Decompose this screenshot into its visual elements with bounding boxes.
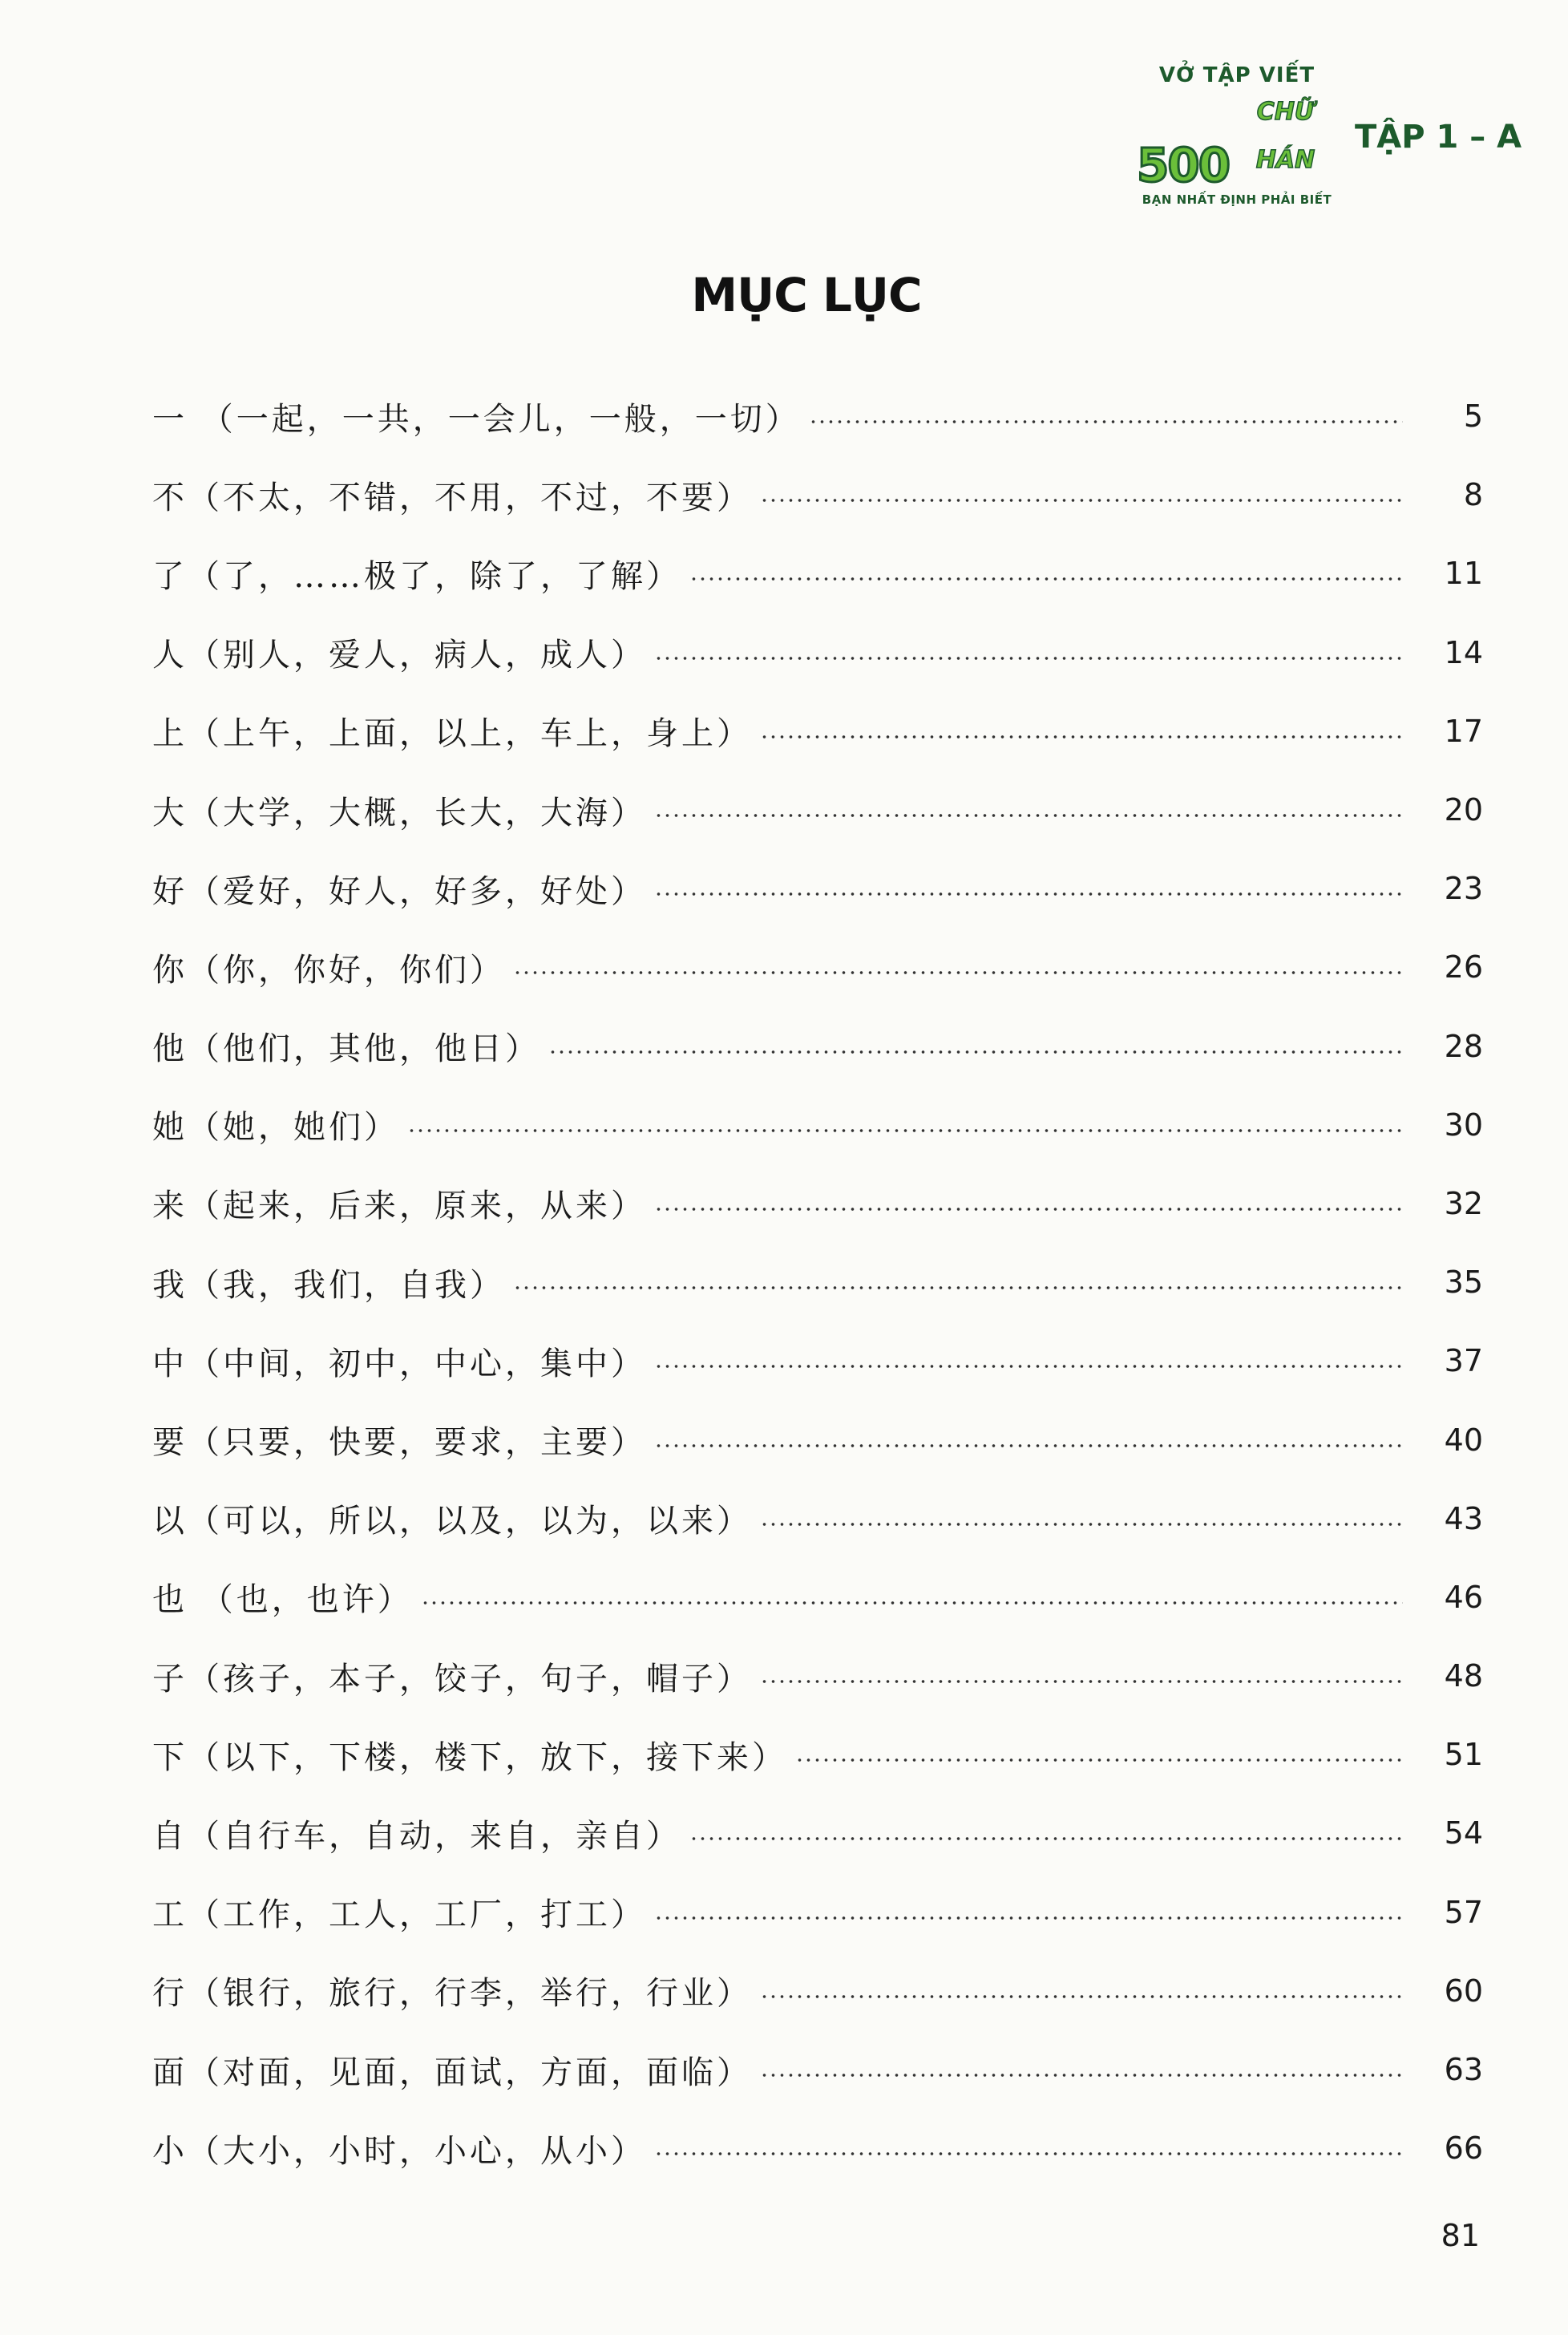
toc-page-number: 14	[1444, 634, 1483, 670]
toc-row	[152, 1637, 1483, 1715]
toc-entry-text: 上（上午，上面，以上，车上，身上）	[152, 715, 752, 753]
toc-row	[152, 849, 1483, 928]
toc-row	[152, 377, 1483, 455]
toc-page-number: 8	[1463, 477, 1483, 513]
dot-leader	[795, 1758, 1403, 1762]
toc-row	[152, 1479, 1483, 1558]
toc-row	[152, 613, 1483, 692]
toc-entry-text: 了（了，……极了，除了，了解）	[152, 557, 681, 595]
toc-entry-text: 大（大学，大概，长大，大海）	[152, 794, 646, 832]
toc-entry-text: 工（工作，工人，工厂，打工）	[152, 1896, 646, 1934]
dot-leader	[760, 1680, 1403, 1683]
toc-row	[152, 1952, 1483, 2030]
dot-leader	[689, 1837, 1403, 1840]
toc-row	[152, 692, 1483, 771]
dot-leader	[654, 1916, 1403, 1920]
dot-leader	[513, 1286, 1403, 1289]
logo-word: CHỮ HÁN	[1255, 98, 1315, 174]
toc-page-number: 20	[1444, 792, 1483, 828]
dot-leader	[760, 735, 1403, 739]
logo-top-text: VỞ TẬP VIẾT	[1158, 63, 1315, 87]
dot-leader	[654, 1444, 1403, 1447]
toc-row	[152, 1715, 1483, 1794]
dot-leader	[548, 1050, 1403, 1054]
toc-row	[152, 771, 1483, 849]
toc-row	[152, 1243, 1483, 1321]
dot-leader	[654, 814, 1403, 817]
toc-entry-text: 你（你，你好，你们）	[152, 951, 505, 989]
table-of-contents	[152, 377, 1483, 2187]
toc-page-number: 54	[1444, 1815, 1483, 1851]
dot-leader	[760, 2074, 1403, 2077]
toc-row	[152, 455, 1483, 534]
toc-entry-text: 小（大小，小时，小心，从小）	[152, 2132, 646, 2170]
toc-row	[152, 2030, 1483, 2109]
dot-leader	[654, 1208, 1403, 1211]
toc-entry-text: 我（我，我们，自我）	[152, 1266, 505, 1304]
toc-page-number: 37	[1444, 1343, 1483, 1379]
toc-entry-text: 中（中间，初中，中心，集中）	[152, 1345, 646, 1382]
dot-leader	[760, 1523, 1403, 1526]
toc-entry-text: 不（不太，不错，不用，不过，不要）	[152, 479, 752, 516]
toc-page-number: 46	[1444, 1579, 1483, 1615]
toc-page-number: 63	[1444, 2052, 1483, 2088]
toc-page-number: 17	[1444, 713, 1483, 749]
toc-entry-text: 他（他们，其他，他日）	[152, 1030, 540, 1068]
toc-entry-text: 下（以下，下楼，楼下，放下，接下来）	[152, 1738, 787, 1776]
toc-page-number: 48	[1444, 1658, 1483, 1694]
toc-entry-text: 行（银行，旅行，行李，举行，行业）	[152, 1975, 752, 2013]
toc-page-number: 26	[1444, 949, 1483, 985]
toc-row	[152, 1321, 1483, 1400]
toc-entry-text: 她（她，她们）	[152, 1109, 399, 1147]
toc-row	[152, 1164, 1483, 1243]
toc-page-number: 11	[1444, 556, 1483, 592]
toc-entry-text: 来（起来，后来，原来，从来）	[152, 1188, 646, 1225]
logo-bottom-text: BẠN NHẤT ĐỊNH PHẢI BIẾT	[1142, 192, 1332, 207]
toc-row	[152, 1007, 1483, 1086]
toc-page-number: 60	[1444, 1973, 1483, 2009]
toc-row	[152, 1400, 1483, 1479]
logo-main	[1137, 88, 1337, 192]
toc-entry-text: 也 （也，也许）	[152, 1581, 413, 1619]
toc-entry-text: 面（对面，见面，面试，方面，面临）	[152, 2054, 752, 2091]
toc-page-number: 30	[1444, 1107, 1483, 1143]
dot-leader	[809, 420, 1403, 423]
toc-entry-text: 要（只要，快要，要求，主要）	[152, 1424, 646, 1462]
toc-page-number: 40	[1444, 1422, 1483, 1458]
toc-row	[152, 1558, 1483, 1637]
dot-leader	[760, 1995, 1403, 1998]
toc-page-number: 28	[1444, 1028, 1483, 1064]
volume-label: TẬP 1 – A	[1355, 119, 1522, 156]
toc-page-number: 57	[1444, 1894, 1483, 1930]
dot-leader	[654, 892, 1403, 896]
toc-page-number: 5	[1463, 399, 1483, 435]
toc-page-number: 32	[1444, 1185, 1483, 1221]
page-number: 81	[1441, 2218, 1480, 2253]
toc-entry-text: 一 （一起，一共，一会儿，一般，一切）	[152, 400, 801, 438]
dot-leader	[760, 499, 1403, 502]
toc-entry-text: 自（自行车，自动，来自，亲自）	[152, 1817, 681, 1855]
series-logo	[1137, 63, 1337, 210]
toc-entry-text: 好（爱好，好人，好多，好处）	[152, 872, 646, 910]
logo-number: 500	[1137, 138, 1230, 192]
toc-row	[152, 1873, 1483, 1952]
dot-leader	[407, 1129, 1403, 1132]
toc-entry-text: 以（可以，所以，以及，以为，以来）	[152, 1503, 752, 1540]
toc-row	[152, 1086, 1483, 1164]
toc-page-number: 43	[1444, 1500, 1483, 1536]
toc-page-number: 23	[1444, 871, 1483, 907]
dot-leader	[654, 657, 1403, 660]
toc-row	[152, 2109, 1483, 2187]
toc-row	[152, 534, 1483, 613]
toc-page-number: 66	[1444, 2131, 1483, 2167]
toc-page-number: 51	[1444, 1737, 1483, 1773]
toc-row	[152, 1794, 1483, 1872]
page-title: MỤC LỤC	[691, 268, 922, 322]
toc-page-number: 35	[1444, 1265, 1483, 1301]
toc-entry-text: 子（孩子，本子，饺子，句子，帽子）	[152, 1660, 752, 1698]
dot-leader	[421, 1601, 1403, 1605]
toc-row	[152, 928, 1483, 1006]
dot-leader	[654, 1365, 1403, 1368]
toc-entry-text: 人（别人，爱人，病人，成人）	[152, 637, 646, 674]
dot-leader	[654, 2152, 1403, 2155]
dot-leader	[689, 577, 1403, 581]
dot-leader	[513, 971, 1403, 974]
